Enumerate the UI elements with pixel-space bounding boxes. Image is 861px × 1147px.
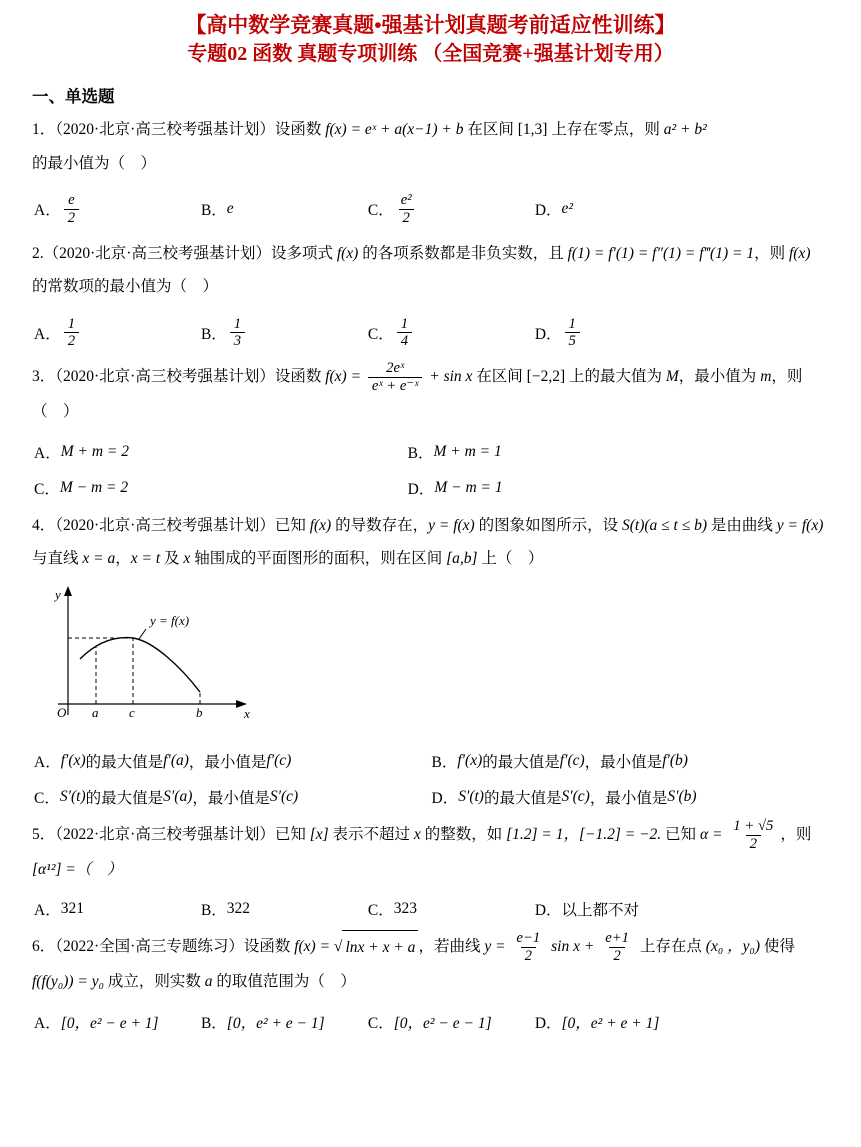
math-run: [x] <box>309 826 329 844</box>
question-4-options <box>34 750 829 808</box>
fraction-numerator: 2eˣ <box>386 360 405 377</box>
fraction <box>64 192 79 227</box>
option-label: A． <box>34 902 61 920</box>
function-graph <box>38 581 258 733</box>
option-label: D． <box>407 480 435 498</box>
text-run: 的最大值是 <box>85 790 164 808</box>
math-run: x = a <box>82 549 116 567</box>
math-run: f(f(y₀)) = y₀ <box>32 973 105 991</box>
math-run: x <box>183 549 191 567</box>
question-3-options <box>34 441 829 499</box>
fraction <box>397 316 412 351</box>
math-run: f(1) = f′(1) = f″(1) = f‴(1) = 1 <box>567 244 755 262</box>
text-run: ，最小值是 <box>584 754 663 772</box>
text-run: 的各项系数都是非负实数，且 <box>358 244 568 262</box>
curve-label: y = f(x) <box>150 613 190 629</box>
text-run: 的最小值为（ ） <box>32 154 157 172</box>
option-label: C． <box>367 325 394 343</box>
question-4-stem <box>32 509 829 576</box>
math-run: S′(a) <box>163 788 193 806</box>
option-value: e² <box>561 200 574 218</box>
question-5 <box>32 818 829 920</box>
question-2-options <box>34 316 829 351</box>
option-label: A． <box>34 1014 61 1032</box>
option-d <box>535 898 829 920</box>
option-value: e <box>226 200 234 218</box>
curve-label-leader <box>139 629 146 639</box>
option-label: D． <box>534 1014 562 1032</box>
text-run: 5．（2022·北京·高三校考强基计划）已知 <box>32 826 310 844</box>
option-value: [0，e² + e − 1] <box>226 1014 325 1032</box>
math-run: (x₀ ，y₀) <box>705 938 761 956</box>
option-c <box>368 316 535 351</box>
option-b <box>201 898 368 920</box>
math-run: x <box>413 826 421 844</box>
option-label: A． <box>34 444 61 462</box>
math-run: y = f(x) <box>428 516 475 534</box>
math-run: f(x) = eˣ + a(x−1) + b <box>325 121 464 139</box>
text-run: 与直线 <box>32 549 83 567</box>
option-c <box>368 192 535 227</box>
curve <box>80 638 200 692</box>
option-value: [0，e² − e − 1] <box>393 1014 492 1032</box>
text-run: 的取值范围为（ ） <box>212 973 356 991</box>
math-run: [α¹²] =（ ） <box>32 861 123 879</box>
text-run: 已知 <box>661 826 700 844</box>
text-run: 在区间 [−2,2] 上的最大值为 <box>472 368 666 386</box>
option-label: C． <box>34 480 60 498</box>
fraction <box>368 360 422 395</box>
math-run: f′(a) <box>163 752 189 770</box>
text-run: 上存在点 <box>636 938 706 956</box>
fraction-denominator: 5 <box>565 332 580 350</box>
math-run: [1.2] = 1，[−1.2] = −2. <box>506 826 662 844</box>
option-b <box>201 198 368 220</box>
radical-sign: √ <box>333 938 343 956</box>
option-c <box>368 898 535 920</box>
option-d <box>408 477 829 499</box>
math-run: f′(c) <box>559 752 585 770</box>
text-run: 轴围成的平面图形的面积，则在区间 <box>190 549 447 567</box>
y-axis-arrow <box>64 586 72 596</box>
option-label: C． <box>34 790 60 808</box>
text-run: 3．（2020·北京·高三校考强基计划）设函数 <box>32 368 326 386</box>
option-d <box>535 316 829 351</box>
option-value: 322 <box>226 900 251 918</box>
radicand: lnx + x + a <box>342 930 418 964</box>
math-run: f′(x) <box>457 752 483 770</box>
math-run: S′(t) <box>458 788 484 806</box>
fraction-denominator: 2 <box>746 835 761 853</box>
math-run: f(x) <box>788 244 811 262</box>
question-5-options <box>34 898 829 920</box>
option-value: 323 <box>393 900 417 918</box>
math-run: f′(b) <box>662 752 688 770</box>
text-run: ，最小值是 <box>188 754 267 772</box>
fraction-numerator: 1 <box>568 315 576 332</box>
fraction-denominator: 2 <box>64 332 79 350</box>
text-run: 的最大值是 <box>482 754 560 772</box>
option-value: [0，e² − e + 1] <box>60 1014 159 1032</box>
text-run: 的图象如图所示，设 <box>474 516 622 534</box>
text-run: 使得 <box>760 938 795 956</box>
math-run: f′(c) <box>266 752 292 770</box>
math-run: f(x) = <box>294 938 334 956</box>
fraction <box>512 930 544 965</box>
option-label: B． <box>200 325 227 343</box>
option-a <box>34 1011 201 1033</box>
math-run: a² + b² <box>663 121 707 139</box>
fraction-numerator: 1 <box>67 315 76 332</box>
question-6 <box>32 930 829 1032</box>
option-a <box>34 898 201 920</box>
option-label: B． <box>200 1014 227 1032</box>
option-c <box>368 1011 535 1033</box>
x-axis-label: x <box>244 706 250 722</box>
option-b <box>408 441 829 463</box>
question-1-stem <box>32 113 829 180</box>
option-label: C． <box>367 1014 394 1032</box>
text-run: ，最小值是 <box>589 790 668 808</box>
text-run: 的整数，如 <box>420 826 507 844</box>
option-label: D． <box>534 902 562 920</box>
math-run: [a,b] <box>446 549 478 567</box>
math-run: f(x) = <box>325 368 365 386</box>
origin-label: O <box>57 705 67 721</box>
text-run: 4．（2020·北京·高三校考强基计划）已知 <box>32 516 310 534</box>
math-run: sin x + <box>547 938 599 956</box>
option-value: [0，e² + e + 1] <box>561 1014 660 1032</box>
fraction <box>230 316 245 351</box>
text-run: 2.（2020·北京·高三校考强基计划）设多项式 <box>32 244 337 262</box>
b-label: b <box>196 705 203 721</box>
option-a <box>34 750 432 772</box>
text-run: ，则 <box>780 826 812 844</box>
math-run: M <box>665 368 679 386</box>
math-run: y = <box>484 938 510 956</box>
fraction-denominator: 2 <box>521 947 536 965</box>
option-a <box>34 441 408 463</box>
option-value: M + m = 2 <box>60 442 129 460</box>
text-run: ，则 <box>754 244 789 262</box>
a-label: a <box>92 705 99 721</box>
option-c <box>34 477 408 499</box>
question-3 <box>32 360 829 498</box>
fraction-numerator: 1 <box>233 315 242 332</box>
fraction-denominator: 2 <box>399 209 414 227</box>
section-heading: 一、单选题 <box>32 87 115 107</box>
option-value: M − m = 2 <box>59 478 129 496</box>
fraction-numerator: 1 + √5 <box>733 818 774 835</box>
text-run: 是由曲线 <box>707 516 777 534</box>
fraction-denominator: 2 <box>64 209 79 227</box>
text-run: 6．（2022·全国·高三专题练习）设函数 <box>32 938 295 956</box>
fraction-denominator: 3 <box>230 332 245 350</box>
option-label: A． <box>34 325 61 343</box>
y-axis-label: y <box>55 587 61 603</box>
question-1-options <box>34 192 829 227</box>
math-run: x = t <box>130 549 161 567</box>
question-4 <box>32 509 829 809</box>
option-label: B． <box>200 202 227 220</box>
math-run: + sin x <box>425 368 473 386</box>
text-run: 的导数存在， <box>331 516 429 534</box>
math-run: f(x) <box>309 516 332 534</box>
fraction <box>64 316 79 351</box>
option-label: D． <box>431 790 459 808</box>
fraction <box>729 818 777 853</box>
option-a <box>34 316 201 351</box>
option-label: B． <box>200 902 227 920</box>
text-run: ， <box>115 549 131 567</box>
option-value: 321 <box>60 900 84 918</box>
math-run: S′(c) <box>561 788 590 806</box>
fraction-numerator: 1 <box>400 315 409 332</box>
option-b <box>201 1011 368 1033</box>
math-run: S(t)(a ≤ t ≤ b) <box>621 516 708 534</box>
option-d <box>535 1011 829 1033</box>
question-5-stem <box>32 818 829 886</box>
math-run: f′(x) <box>60 752 86 770</box>
fraction-numerator: e+1 <box>605 930 630 947</box>
option-c <box>34 786 432 808</box>
option-label: D． <box>534 202 562 220</box>
text-run: 的最大值是 <box>85 754 164 772</box>
option-label: B． <box>431 754 458 772</box>
question-2 <box>32 237 829 350</box>
option-a <box>34 192 201 227</box>
option-value: 以上都不对 <box>561 902 640 920</box>
math-run: S′(t) <box>59 788 86 806</box>
option-b <box>201 316 368 351</box>
c-label: c <box>129 705 135 721</box>
option-label: B． <box>407 444 434 462</box>
text-run: ，则（ ） <box>32 368 803 421</box>
fraction-denominator: eˣ + e⁻ˣ <box>368 377 422 395</box>
math-run: y = f(x) <box>776 516 824 534</box>
math-run: m <box>760 368 772 386</box>
option-value: M − m = 1 <box>434 478 503 496</box>
text-run: 表示不超过 <box>328 826 414 844</box>
math-run: f(x) <box>336 244 359 262</box>
option-label: C． <box>367 902 394 920</box>
fraction-numerator: e−1 <box>516 930 541 947</box>
text-run: 的常数项的最小值为（ ） <box>32 278 219 296</box>
text-run: 在区间 [1,3] 上存在零点，则 <box>463 121 664 139</box>
fraction <box>565 316 580 351</box>
fraction-numerator: e <box>68 192 75 209</box>
option-d <box>535 198 829 220</box>
option-label: C． <box>367 202 394 220</box>
math-run: S′(b) <box>667 788 697 806</box>
document-title-line2: 专题02 函数 真题专项训练 （全国竞赛+强基计划专用） <box>187 43 674 66</box>
fraction-denominator: 4 <box>397 332 412 350</box>
text-run: 及 <box>160 549 184 567</box>
document-title-line1: 【高中数学竞赛真题•强基计划真题考前适应性训练】 <box>185 13 676 37</box>
math-run: S′(c) <box>269 788 299 806</box>
option-d <box>432 786 830 808</box>
question-1 <box>32 113 829 226</box>
text-run: 的最大值是 <box>483 790 562 808</box>
question-6-stem <box>32 930 829 998</box>
fraction-denominator: 2 <box>609 947 624 965</box>
question-3-stem <box>32 360 829 428</box>
math-run: α = <box>699 826 727 844</box>
function-graph-wrap <box>38 581 829 738</box>
text-run: ，若曲线 <box>418 938 485 956</box>
option-label: D． <box>534 325 562 343</box>
text-run: 1．（2020·北京·高三校考强基计划）设函数 <box>32 121 326 139</box>
text-run: 成立，则实数 <box>104 973 205 991</box>
fraction <box>601 930 633 965</box>
text-run: 上（ ） <box>477 549 544 567</box>
question-2-stem <box>32 237 829 304</box>
option-value: M + m = 1 <box>433 442 502 460</box>
text-run: ，最小值是 <box>192 790 270 808</box>
text-run: ，最小值为 <box>678 368 761 386</box>
fraction <box>397 192 416 227</box>
question-6-options <box>34 1011 829 1033</box>
square-root <box>334 930 419 964</box>
option-label: A． <box>34 202 61 220</box>
fraction-numerator: e² <box>400 192 412 209</box>
math-run: a <box>204 973 213 991</box>
option-b <box>432 750 830 772</box>
option-label: A． <box>34 754 61 772</box>
